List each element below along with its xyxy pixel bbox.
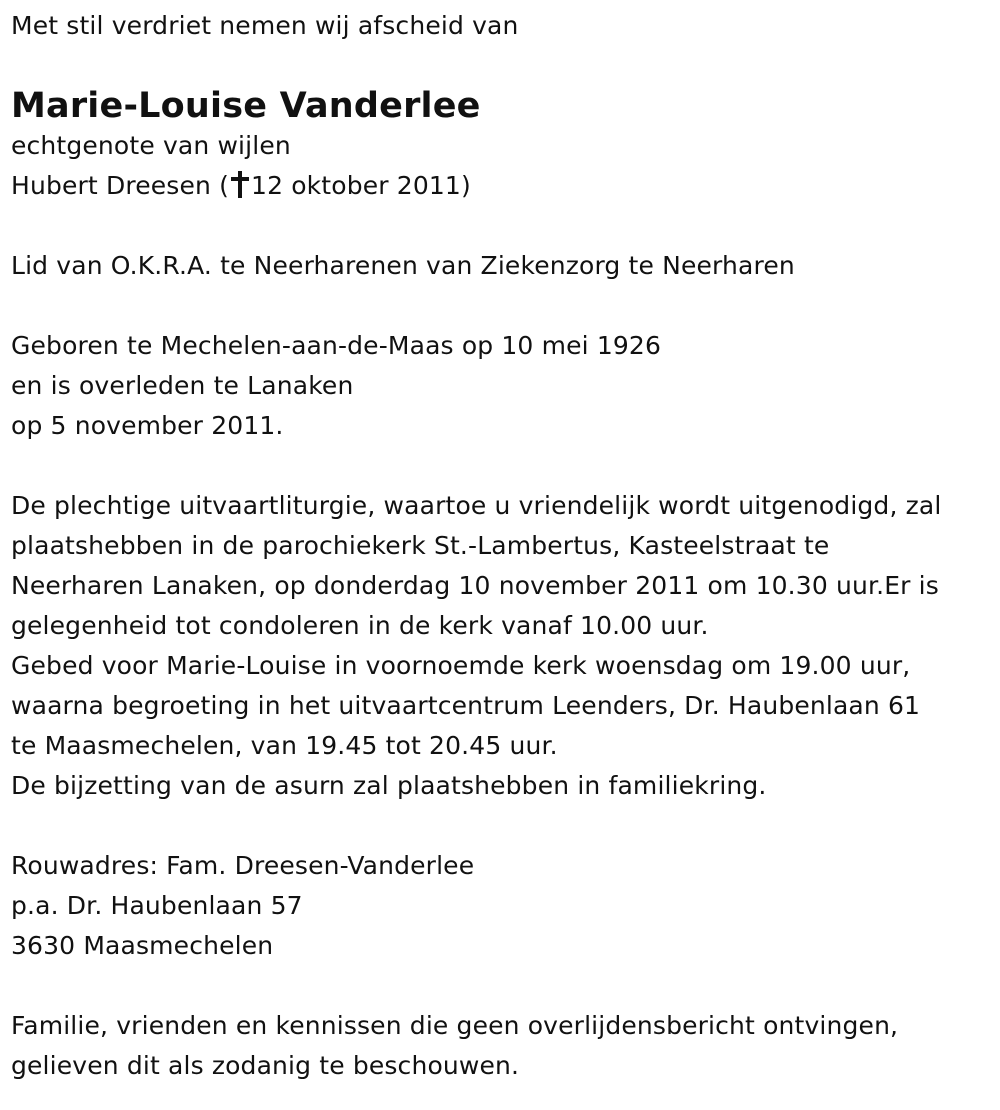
ceremony-line: Neerharen Lanaken, op donderdag 10 november 2011 om 10.30 uur.Er is: [11, 571, 939, 600]
closing-line: gelieven dit als zodanig te beschouwen.: [11, 1051, 520, 1080]
ceremony-line: Gebed voor Marie-Louise in voornoemde kerk woensdag om 19.00 uur,: [11, 651, 911, 680]
spouse-relation: echtgenote van wijlen: [11, 131, 291, 160]
spacer: [11, 806, 993, 846]
ceremony-line: gelegenheid tot condoleren in de kerk vanaf 10.00 uur.: [11, 611, 709, 640]
spouse-line: [11, 166, 993, 206]
spacer: [11, 446, 993, 486]
spacer: [11, 966, 993, 1006]
spacer: [11, 206, 993, 246]
membership-text: Lid van O.K.R.A. te Neerharenen van Ziekenzorg te Neerharen: [11, 251, 795, 280]
death-notice: [11, 6, 993, 1086]
intro-text: Met stil verdriet nemen wij afscheid van: [11, 11, 519, 40]
address-line: 3630 Maasmechelen: [11, 931, 274, 960]
ceremony-line: De plechtige uitvaartliturgie, waartoe u vriendelijk wordt uitgenodigd, zal: [11, 491, 942, 520]
ceremony-line: te Maasmechelen, van 19.45 tot 20.45 uur.: [11, 731, 558, 760]
cross-icon: [231, 171, 249, 198]
spouse-death-date: 12 oktober 2011): [251, 171, 471, 200]
ceremony-line: waarna begroeting in het uitvaartcentrum Leenders, Dr. Haubenlaan 61: [11, 691, 921, 720]
address-line: Rouwadres: Fam. Dreesen-Vanderlee: [11, 851, 475, 880]
spouse-name: Hubert Dreesen (: [11, 171, 230, 200]
closing-line: Familie, vrienden en kennissen die geen overlijdensbericht ontvingen,: [11, 1011, 899, 1040]
death-date-line: op 5 november 2011.: [11, 411, 284, 440]
birth-line: Geboren te Mechelen-aan-de-Maas op 10 mei 1926: [11, 331, 662, 360]
address-line: p.a. Dr. Haubenlaan 57: [11, 891, 303, 920]
deceased-name: Marie-Louise Vanderlee: [11, 86, 481, 126]
ceremony-line: De bijzetting van de asurn zal plaatshebben in familiekring.: [11, 771, 767, 800]
death-place-line: en is overleden te Lanaken: [11, 371, 354, 400]
ceremony-line: plaatshebben in de parochiekerk St.-Lambertus, Kasteelstraat te: [11, 531, 830, 560]
spacer: [11, 286, 993, 326]
